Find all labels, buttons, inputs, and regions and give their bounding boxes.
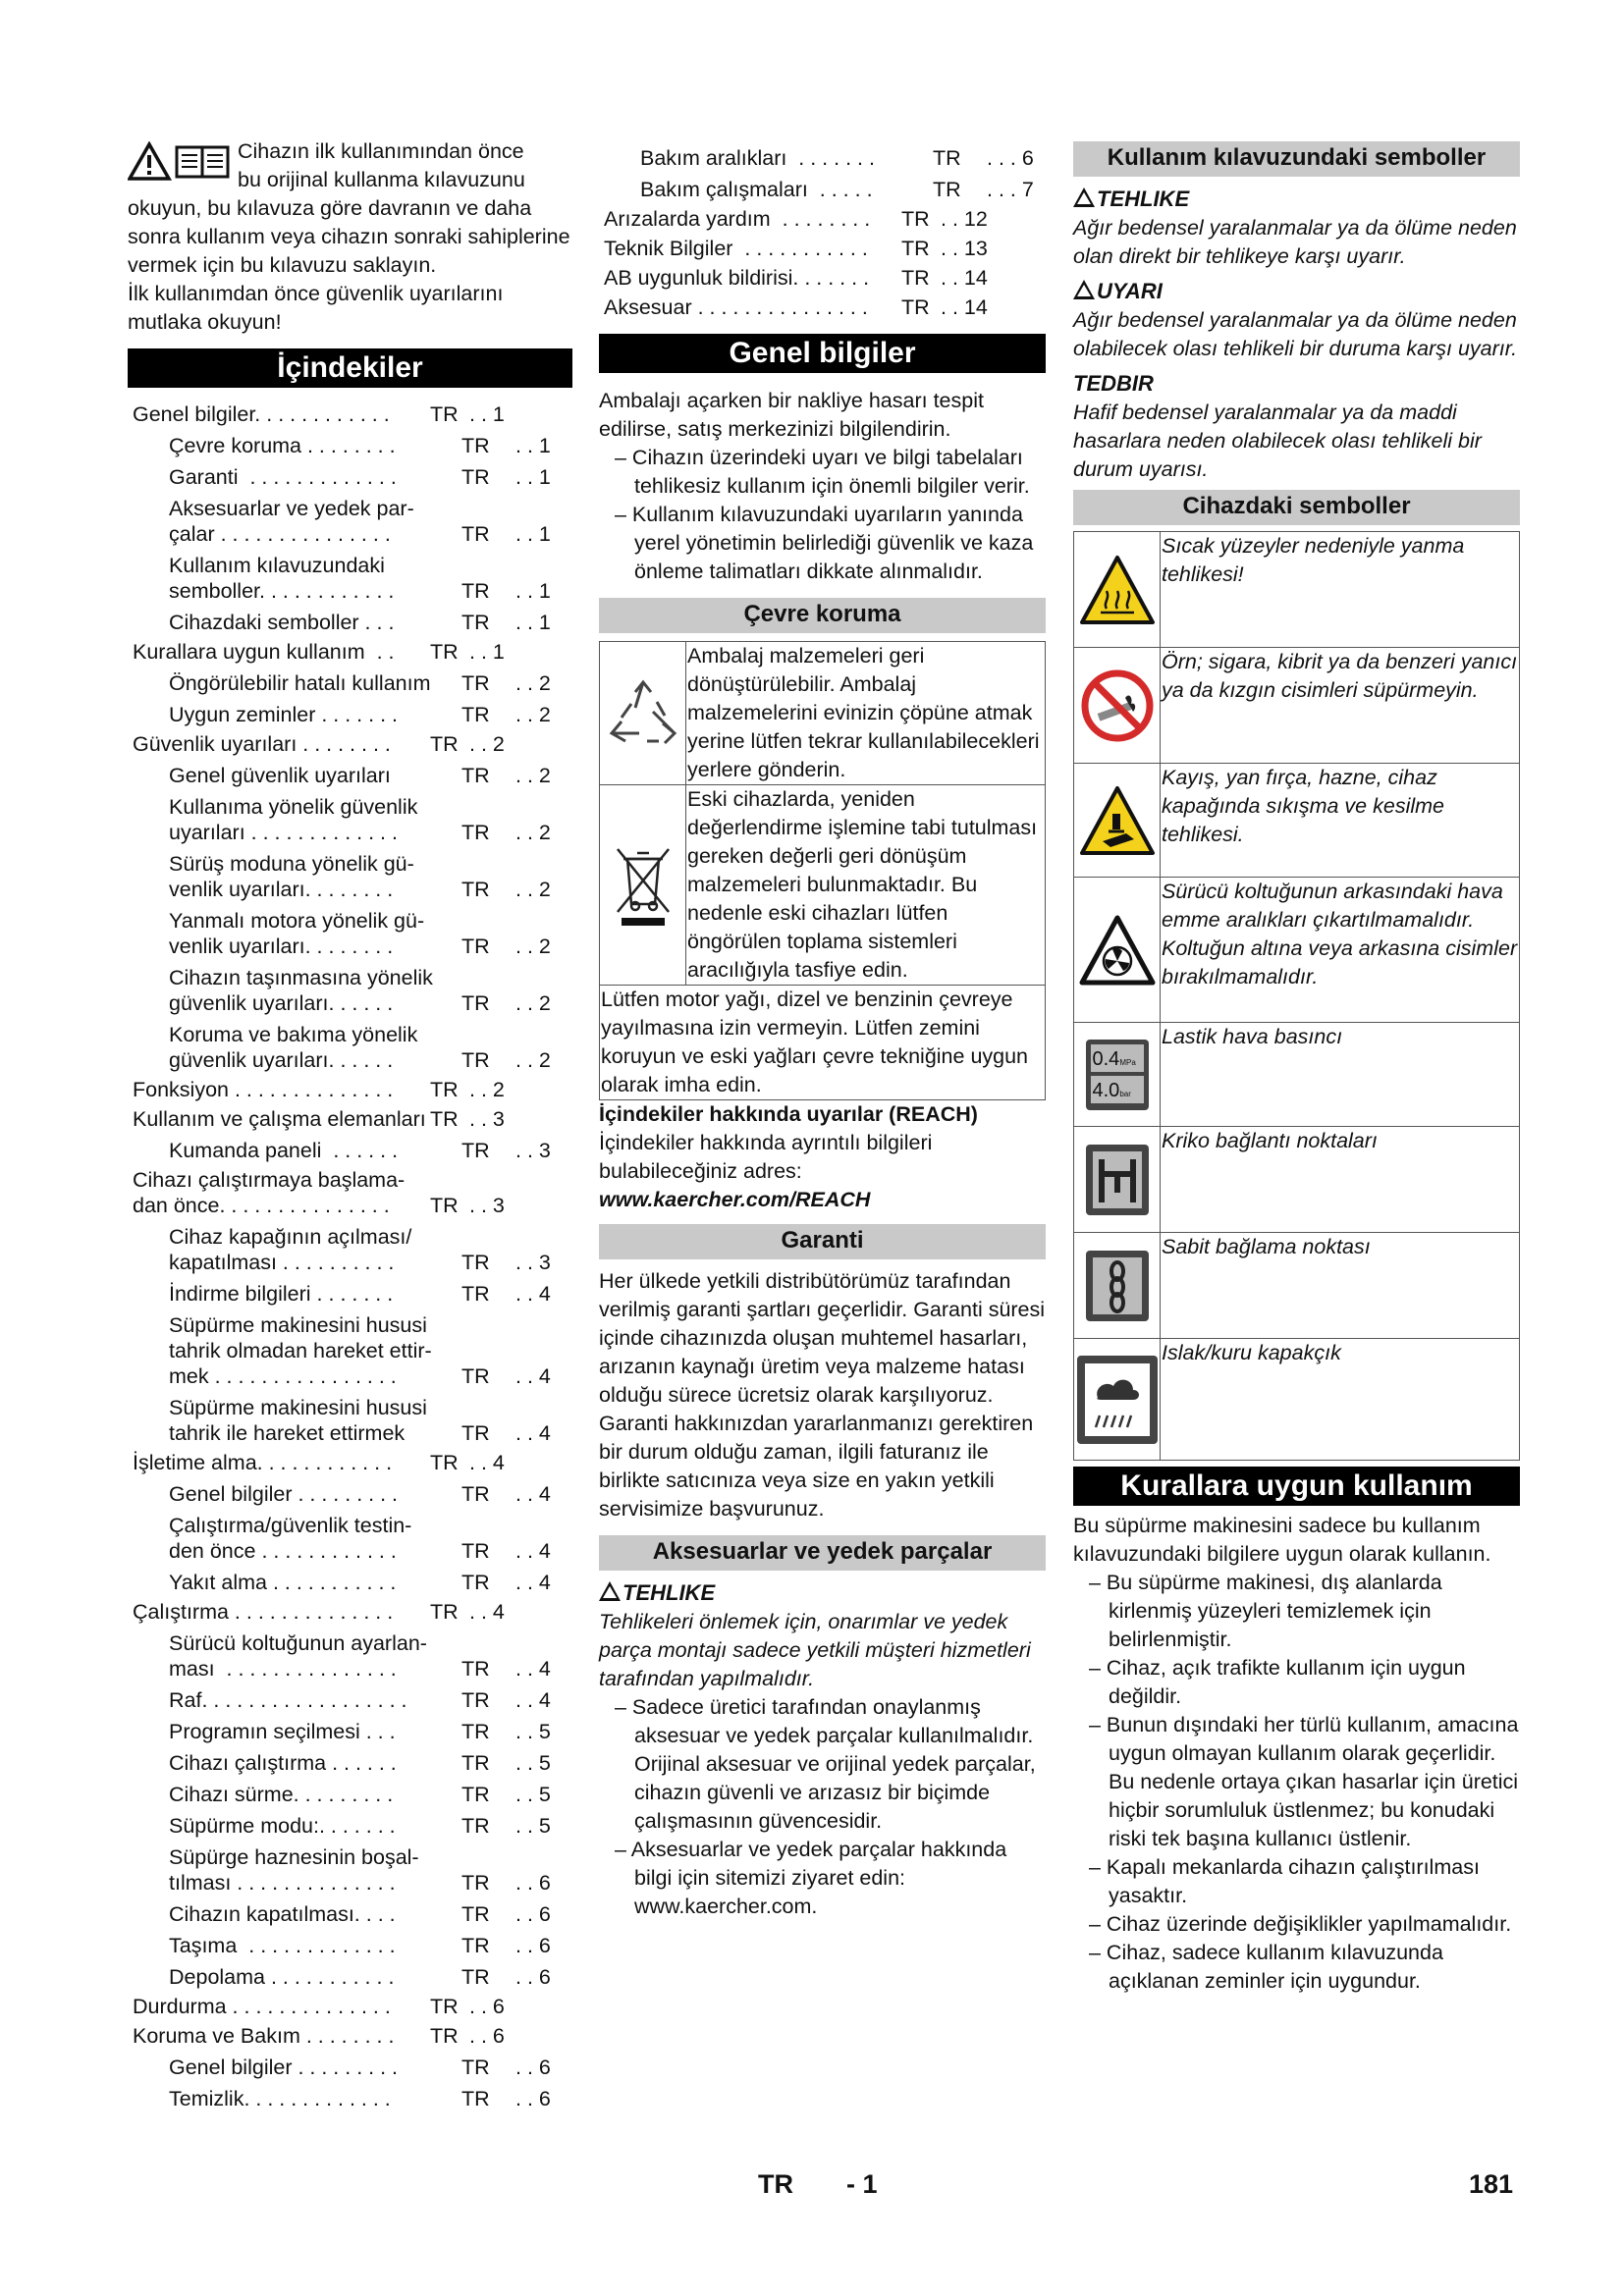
toc-entry-label: Çalıştırma/güvenlik testin- den önce . . . . . . . . . . . . xyxy=(169,1514,412,1563)
toc-entry-page: . . 1 xyxy=(515,611,551,634)
toc-entry-lang: TR xyxy=(461,2087,490,2110)
toc-entry-label: Cihazdaki semboller . . . xyxy=(169,611,395,634)
semboller-title: Kullanım kılavuzundaki semboller xyxy=(1073,141,1520,177)
toc-entry[interactable] xyxy=(128,1599,572,1625)
toc-entry[interactable] xyxy=(128,763,572,788)
genel-p1: Ambalajı açarken bir nakliye hasarı tespit edilirse, satış merkezinizi bilgilendirin. xyxy=(599,389,984,441)
toc-entry-lang: TR xyxy=(461,579,490,603)
toc-entry-lang: TR xyxy=(461,878,490,901)
toc-entry[interactable] xyxy=(128,1281,572,1307)
sym-row-crush xyxy=(1074,764,1520,878)
toc-entry[interactable] xyxy=(128,1167,572,1218)
toc-entry-lang: TR xyxy=(430,640,459,664)
toc-entry-page: . . 2 xyxy=(515,878,551,901)
toc-entry-lang: TR xyxy=(461,1902,490,1926)
toc-entry-lang: TR xyxy=(933,178,961,201)
toc-entry-label: Kumanda paneli . . . . . . xyxy=(169,1139,399,1162)
tire-value-bar: 4.0 xyxy=(1092,1079,1120,1101)
toc-entry[interactable] xyxy=(128,1687,572,1713)
toc-entry-page: . . 4 xyxy=(515,1688,551,1712)
toc-entry-lang: TR xyxy=(461,671,490,695)
toc-entry-label: Aksesuarlar ve yedek par- çalar . . . . . . . . . . . . . . . xyxy=(169,497,414,546)
toc-entry-lang: TR xyxy=(901,266,930,290)
aksesuar-warning xyxy=(599,1578,1046,1608)
cihazdaki-table xyxy=(1073,531,1520,1461)
toc-entry-lang: TR xyxy=(430,1600,459,1624)
toc-entry-page: . . . 6 xyxy=(987,146,1034,170)
sembol-tehlike xyxy=(1073,185,1520,214)
footer-sub: - 1 xyxy=(846,2169,878,2199)
cevre-row-oil xyxy=(600,986,1046,1100)
intro-block xyxy=(128,137,572,337)
reach-url[interactable]: www.kaercher.com/REACH xyxy=(599,1188,871,1211)
toc-entry-label: Öngörülebilir hatalı kullanım xyxy=(169,671,431,695)
aksesuar-d2: – Aksesuarlar ve yedek parçalar hakkında bilgi için sitemizi ziyaret edin: www.kaercher.com. xyxy=(615,1838,1007,1918)
kurallar-d3: – Bunun dışındaki her türlü kullanım, amacına uygun olmayan kullanım olarak geçerlidir. Bu nedenle ortaya çıkan hasarlar için üretici hiçbir sorumluluk üstlenmez; bu konudaki riski tek başına kullanıcı üstlenir. xyxy=(1089,1713,1519,1850)
toc-entry-page: . . 1 xyxy=(469,640,505,664)
cevre-row3-text: Lütfen motor yağı, dizel ve benzinin çevreye yayılmasına izin vermeyin. Lütfen zemini koruyun ve eski yağları çevre tekniğine uygun olarak imha edin. xyxy=(600,986,1046,1100)
warning-triangle-icon xyxy=(1073,187,1095,207)
toc-entry-lang: TR xyxy=(430,1995,459,2018)
toc-entry-page: . . 14 xyxy=(941,266,988,290)
toc-entry-label: Taşıma . . . . . . . . . . . . . xyxy=(169,1934,396,1957)
toc-entry-label: Süpürme makinesini hususi tahrik olmadan hareket ettir- mek . . . . . . . . . . . . . . . . xyxy=(169,1313,432,1388)
toc-entry[interactable] xyxy=(599,294,1046,320)
cevre-row1-text: Ambalaj malzemeleri geri dönüştürülebilir. Ambalaj malzemelerini evinizin çöpüne atmak yerine lütfen tekrar kullanılabilecekleri yerlere gönderin. xyxy=(686,642,1046,785)
genel-d2: – Kullanım kılavuzundaki uyarıların yanında yerel yönetimin belirlediği güvenlik ve kaza önleme talimatları dikkate alınmalıdır. xyxy=(615,503,1034,583)
toc-entry-label: Cihazın taşınmasına yönelik güvenlik uyarıları. . . . . . xyxy=(169,966,433,1015)
toc-entry-label: Programın seçilmesi . . . xyxy=(169,1720,396,1743)
reach-title: İçindekiler hakkında uyarılar (REACH) xyxy=(599,1102,978,1126)
toc-entry-label: İndirme bilgileri . . . . . . . xyxy=(169,1282,394,1306)
no-flammable-icon xyxy=(1080,668,1155,743)
aksesuar-warn-label: TEHLIKE xyxy=(623,1580,716,1605)
toc-entry-lang: TR xyxy=(461,821,490,844)
toc-entry[interactable] xyxy=(128,1481,572,1507)
toc-entry-page: . . 5 xyxy=(515,1814,551,1838)
tire-value-mpa: 0.4 xyxy=(1092,1047,1120,1070)
kurallar-d6: – Cihaz, sadece kullanım kılavuzunda açıklanan zeminler için uygundur. xyxy=(1089,1941,1443,1993)
toc-entry-lang: TR xyxy=(430,2024,459,2048)
toc-entry[interactable] xyxy=(128,1782,572,1807)
kurallar-p1: Bu süpürme makinesini sadece bu kullanım kılavuzundaki bilgilere uygun olarak kullanın. xyxy=(1073,1514,1491,1566)
toc-entry-label: Çalıştırma . . . . . . . . . . . . . . xyxy=(133,1600,394,1624)
toc-entry-page: . . 12 xyxy=(941,207,988,231)
toc-entry[interactable] xyxy=(128,2086,572,2111)
toc-entry-page: . . 4 xyxy=(515,1482,551,1506)
aksesuar-warn-text: Tehlikeleri önlemek için, onarımlar ve yedek parça montajı sadece yetkili müşteri hizmetleri tarafından yapılmalıdır. xyxy=(599,1610,1031,1690)
toc-entry-lang: TR xyxy=(430,732,459,756)
toc-entry-page: . . 6 xyxy=(515,2056,551,2079)
toc-entry[interactable] xyxy=(128,1750,572,1776)
toc-entry-lang: TR xyxy=(461,934,490,958)
jack-point-icon xyxy=(1085,1144,1150,1216)
toc-entry[interactable] xyxy=(128,1813,572,1839)
toc-entry[interactable] xyxy=(128,1312,572,1389)
footer-page-number: 181 xyxy=(1469,2169,1514,2199)
toc-entry[interactable] xyxy=(128,1077,572,1102)
sym-jack-text: Kriko bağlantı noktaları xyxy=(1161,1127,1520,1233)
toc-entry-lang: TR xyxy=(461,1657,490,1681)
toc-entry[interactable] xyxy=(128,1450,572,1475)
toc-entry-lang: TR xyxy=(461,1688,490,1712)
crossed-bin-icon xyxy=(608,841,678,930)
toc-entry-page: . . 6 xyxy=(469,1995,505,2018)
toc-entry-label: Genel bilgiler. . . . . . . . . . . . xyxy=(133,402,396,426)
sym-row-fan xyxy=(1074,878,1520,1023)
toc-entry[interactable] xyxy=(128,639,572,665)
toc-entry[interactable] xyxy=(599,236,1046,261)
toc-entry[interactable] xyxy=(128,610,572,635)
intro-rest2: İlk kullanımdan önce güvenlik uyarılarını mutlaka okuyun! xyxy=(128,282,504,334)
reach-text: İçindekiler hakkında ayrıntılı bilgileri bulabileceğiniz adres: xyxy=(599,1131,933,1183)
toc-entry[interactable] xyxy=(128,702,572,727)
toc-entry-lang: TR xyxy=(461,1934,490,1957)
toc-entry-lang: TR xyxy=(461,1571,490,1594)
toc-entry[interactable] xyxy=(599,145,1046,171)
toc-entry-label: Yakıt alma . . . . . . . . . . . xyxy=(169,1571,397,1594)
kurallar-d2: – Cihaz, açık trafikte kullanım için uygun değildir. xyxy=(1089,1656,1466,1708)
sembol-tedbir-text: Hafif bedensel yaralanmalar ya da maddi hasarlara neden olabilecek olası tehlikeli bir durum uyarısı. xyxy=(1073,400,1482,481)
toc-entry[interactable] xyxy=(599,265,1046,291)
toc-entry-page: . . 4 xyxy=(515,1539,551,1563)
toc-entry-page: . . 2 xyxy=(515,764,551,787)
toc-entry-page: . . 4 xyxy=(515,1657,551,1681)
kurallar-d4: – Kapalı mekanlarda cihazın çalıştırılması yasaktır. xyxy=(1089,1855,1480,1907)
toc-entry-lang: TR xyxy=(461,1720,490,1743)
wet-dry-flap-icon xyxy=(1076,1355,1159,1445)
toc-entry[interactable] xyxy=(599,177,1046,202)
toc-entry-label: Raf. . . . . . . . . . . . . . . . . . xyxy=(169,1688,407,1712)
sembol-tedbir-label: TEDBIR xyxy=(1073,371,1154,396)
toc-entry-label: Genel bilgiler . . . . . . . . . xyxy=(169,1482,399,1506)
toc-entry-page: . . 2 xyxy=(515,991,551,1015)
toc-entry-page: . . 13 xyxy=(941,237,988,260)
toc-entry-label: Süpürge haznesinin boşal- tılması . . . . . . . . . . . . . . xyxy=(169,1845,419,1895)
toc-entry-label: Kullanım kılavuzundaki semboller. . . . . . . . . . . . xyxy=(169,554,395,603)
toc-entry-page: . . 5 xyxy=(515,1720,551,1743)
genel-title: Genel bilgiler xyxy=(599,334,1046,373)
toc-entry-label: Cihazı çalıştırma . . . . . . xyxy=(169,1751,397,1775)
sembol-tehlike-label: TEHLIKE xyxy=(1097,187,1190,211)
toc-entry-label: Kurallara uygun kullanım . . xyxy=(133,640,395,664)
warning-triangle-icon xyxy=(1073,280,1095,299)
crush-hazard-icon xyxy=(1079,784,1156,857)
sembol-uyari xyxy=(1073,277,1520,306)
toc-entry-lang: TR xyxy=(901,237,930,260)
cevre-row-recycle xyxy=(600,642,1046,785)
toc-entry[interactable] xyxy=(128,1224,572,1275)
column-middle xyxy=(599,139,1046,1921)
toc-entry-lang: TR xyxy=(461,991,490,1015)
toc-entry[interactable] xyxy=(128,433,572,458)
aksesuar-d1: – Sadece üretici tarafından onaylanmış aksesuar ve yedek parçalar kullanılmalıdır. Orijinal aksesuar ve orijinal yedek parçalar, cihazın güvenli ve arızasız bir biçimde çalışmasının güvencesidir. xyxy=(615,1695,1036,1833)
toc-entry-lang: TR xyxy=(461,1751,490,1775)
toc-entry[interactable] xyxy=(128,2055,572,2080)
toc-title: İçindekiler xyxy=(128,348,572,388)
sym-wetdry-text: Islak/kuru kapakçık xyxy=(1161,1339,1520,1461)
toc-entry[interactable] xyxy=(128,1630,572,1682)
cevre-title: Çevre koruma xyxy=(599,598,1046,633)
toc-entry-page: . . 3 xyxy=(469,1107,505,1131)
kurallar-d1: – Bu süpürme makinesi, dış alanlarda kirlenmiş yüzeyleri temizlemek için belirlenmiştir. xyxy=(1089,1571,1442,1651)
toc-entry-page: . . 2 xyxy=(515,1048,551,1072)
toc-entry-label: Bakım aralıkları . . . . . . . xyxy=(640,146,875,170)
toc-entry[interactable] xyxy=(128,553,572,604)
toc-entry[interactable] xyxy=(128,1933,572,1958)
toc-entry-label: Koruma ve bakıma yönelik güvenlik uyarıları. . . . . . xyxy=(169,1023,418,1072)
toc-entry-page: . . 1 xyxy=(515,522,551,546)
toc-entry-lang: TR xyxy=(461,1251,490,1274)
toc-entry[interactable] xyxy=(128,731,572,757)
toc-entry[interactable] xyxy=(128,1901,572,1927)
sym-row-jack xyxy=(1074,1127,1520,1233)
toc-entry-page: . . 14 xyxy=(941,295,988,319)
toc-entry-lang: TR xyxy=(461,1282,490,1306)
tire-unit-bar: bar xyxy=(1119,1089,1131,1098)
toc-entry[interactable] xyxy=(128,401,572,427)
warning-manual-icon xyxy=(128,141,234,181)
cevre-row-weee xyxy=(600,785,1046,986)
sym-crush-text: Kayış, yan fırça, hazne, cihaz kapağında sıkışma ve kesilme tehlikesi. xyxy=(1161,764,1520,878)
toc-entry-page: . . 6 xyxy=(515,1871,551,1895)
sym-row-tie xyxy=(1074,1233,1520,1339)
toc-entry-lang: TR xyxy=(461,2056,490,2079)
toc-entry-lang: TR xyxy=(430,1078,459,1101)
toc-entry-page: . . 2 xyxy=(469,1078,505,1101)
toc-entry-page: . . 2 xyxy=(515,671,551,695)
toc-entry-lang: TR xyxy=(430,1194,459,1217)
toc-entry[interactable] xyxy=(128,794,572,845)
toc-entry-page: . . 6 xyxy=(469,2024,505,2048)
sym-row-hot xyxy=(1074,532,1520,648)
toc-entry-page: . . 4 xyxy=(515,1421,551,1445)
genel-d1: – Cihazın üzerindeki uyarı ve bilgi tabelaları tehlikesiz kullanım için önemli bilgiler verir. xyxy=(615,446,1030,498)
toc-entry-label: Çevre koruma . . . . . . . . xyxy=(169,434,396,457)
sembol-uyari-text: Ağır bedensel yaralanmalar ya da ölüme neden olabilecek olası tehlikeli bir duruma karşı uyarır. xyxy=(1073,308,1518,360)
toc-entry[interactable] xyxy=(128,1395,572,1446)
toc-entry-lang: TR xyxy=(901,295,930,319)
toc-entry[interactable] xyxy=(128,1994,572,2019)
toc-entry-label: Fonksiyon . . . . . . . . . . . . . . xyxy=(133,1078,394,1101)
toc-entry-page: . . 4 xyxy=(515,1282,551,1306)
warning-triangle-icon xyxy=(599,1581,621,1601)
toc-entry-page: . . 1 xyxy=(515,434,551,457)
cevre-table xyxy=(599,641,1046,1100)
sym-row-noflame xyxy=(1074,648,1520,764)
toc-entry-label: Uygun zeminler . . . . . . . xyxy=(169,703,398,726)
toc-entry-lang: TR xyxy=(461,1048,490,1072)
cevre-row2-text: Eski cihazlarda, yeniden değerlendirme işlemine tabi tutulması gereken değerli geri dönüşüm malzemeleri bulunmaktadır. Bu nedenle eski cihazları lütfen öngörülen toplama sistemleri aracılığıyla tasfiye edin. xyxy=(686,785,1046,986)
toc-entry-lang: TR xyxy=(461,1965,490,1989)
toc-entry-label: Yanmalı motora yönelik gü- venlik uyarıları. . . . . . . . xyxy=(169,909,425,958)
toc-entry-lang: TR xyxy=(461,611,490,634)
intro-line2: bu orijinal kullanma kılavuzunu xyxy=(238,168,525,191)
toc-entry-page: . . 6 xyxy=(515,1965,551,1989)
toc-entry-lang: TR xyxy=(461,1814,490,1838)
sym-row-tire xyxy=(1074,1023,1520,1127)
toc-entry-page: . . 6 xyxy=(515,1934,551,1957)
toc-entry-lang: TR xyxy=(461,1871,490,1895)
garanti-title: Garanti xyxy=(599,1224,1046,1259)
toc-list-continued xyxy=(599,145,1046,320)
toc-entry-page: . . 3 xyxy=(469,1194,505,1217)
toc-entry[interactable] xyxy=(128,965,572,1016)
intro-icons xyxy=(128,141,234,181)
toc-entry-page: . . 6 xyxy=(515,2087,551,2110)
sym-hot-text: Sıcak yüzeyler nedeniyle yanma tehlikesi! xyxy=(1161,532,1520,648)
sembol-uyari-label: UYARI xyxy=(1097,279,1163,303)
toc-entry[interactable] xyxy=(128,851,572,902)
sym-noflame-text: Örn; sigara, kibrit ya da benzeri yanıcı ya da kızgın cisimleri süpürmeyin. xyxy=(1161,648,1520,764)
column-left xyxy=(128,137,572,2111)
toc-entry[interactable] xyxy=(128,1964,572,1990)
toc-entry-label: Aksesuar . . . . . . . . . . . . . . . xyxy=(604,295,868,319)
toc-entry[interactable] xyxy=(128,1022,572,1073)
toc-entry-page: . . 2 xyxy=(515,934,551,958)
toc-entry-lang: TR xyxy=(461,1482,490,1506)
sembol-tedbir xyxy=(1073,369,1520,399)
toc-entry[interactable] xyxy=(128,1844,572,1896)
fan-hazard-icon xyxy=(1079,914,1156,987)
toc-entry-lang: TR xyxy=(430,1107,459,1131)
toc-entry[interactable] xyxy=(128,1513,572,1564)
toc-entry-label: Koruma ve Bakım . . . . . . . . xyxy=(133,2024,395,2048)
sym-row-wetdry xyxy=(1074,1339,1520,1461)
toc-entry-lang: TR xyxy=(933,146,961,170)
toc-entry-label: Kullanım ve çalışma elemanları xyxy=(133,1107,426,1131)
toc-entry-label: Süpürme makinesini hususi tahrik ile hareket ettirmek xyxy=(169,1396,427,1445)
toc-entry-lang: TR xyxy=(461,764,490,787)
toc-entry-page: . . 4 xyxy=(469,1600,505,1624)
intro-line1: Cihazın ilk kullanımından önce xyxy=(238,139,524,163)
toc-entry-label: Kullanıma yönelik güvenlik uyarıları . . . . . . . . . . . . . xyxy=(169,795,418,844)
sembol-tehlike-text: Ağır bedensel yaralanmalar ya da ölüme neden olan direkt bir tehlikeye karşı uyarır. xyxy=(1073,216,1517,268)
toc-entry-page: . . 2 xyxy=(515,821,551,844)
aksesuar-title: Aksesuarlar ve yedek parçalar xyxy=(599,1535,1046,1571)
kurallar-title: Kurallara uygun kullanım xyxy=(1073,1467,1520,1506)
toc-entry[interactable] xyxy=(128,496,572,547)
toc-entry-page: . . 2 xyxy=(469,732,505,756)
toc-entry-label: Cihazı çalıştırmaya başlama- dan önce. . . . . . . . . . . . . . . xyxy=(133,1168,406,1217)
toc-entry-label: Sürüş moduna yönelik gü- venlik uyarıları. . . . . . . . xyxy=(169,852,414,901)
toc-entry[interactable] xyxy=(128,908,572,959)
tire-pressure-icon xyxy=(1086,1040,1149,1110)
intro-rest: okuyun, bu kılavuza göre davranın ve daha sonra kullanım veya cihazın sonraki sahiplerine vermek için bu kılavuzu saklayın. xyxy=(128,196,570,277)
tire-unit-mpa: MPa xyxy=(1119,1057,1136,1067)
toc-entry-label: Cihazın kapatılması. . . . xyxy=(169,1902,396,1926)
toc-entry-lang: TR xyxy=(461,1539,490,1563)
toc-entry-label: Sürücü koltuğunun ayarlan- ması . . . . . . . . . . . . . . . xyxy=(169,1631,427,1681)
toc-entry-label: Temizlik. . . . . . . . . . . . . xyxy=(169,2087,391,2110)
toc-entry-page: . . 1 xyxy=(515,579,551,603)
toc-entry-page: . . 5 xyxy=(515,1751,551,1775)
toc-entry[interactable] xyxy=(128,464,572,490)
toc-entry-page: . . 1 xyxy=(515,465,551,489)
sym-tire-text: Lastik hava basıncı xyxy=(1161,1023,1520,1127)
sym-fan-text: Sürücü koltuğunun arkasındaki hava emme aralıkları çıkartılmamalıdır. Koltuğun altına veya arkasına cisimler bırakılmamalıdır. xyxy=(1161,878,1520,1023)
toc-entry-page: . . 4 xyxy=(515,1364,551,1388)
footer-lang: TR xyxy=(758,2169,793,2199)
toc-entry-lang: TR xyxy=(461,1364,490,1388)
toc-entry-label: İşletime alma. . . . . . . . . . . . xyxy=(133,1451,393,1474)
toc-entry-label: Teknik Bilgiler . . . . . . . . . . . xyxy=(604,237,868,260)
toc-entry-label: Bakım çalışmaları . . . . . xyxy=(640,178,873,201)
toc-entry-lang: TR xyxy=(461,1421,490,1445)
toc-entry-page: . . 3 xyxy=(515,1139,551,1162)
toc-entry[interactable] xyxy=(599,206,1046,232)
toc-entry-page: . . 6 xyxy=(515,1902,551,1926)
toc-entry-page: . . 4 xyxy=(469,1451,505,1474)
toc-entry-lang: TR xyxy=(901,207,930,231)
toc-entry-page: . . . 7 xyxy=(987,178,1034,201)
toc-entry-label: Genel bilgiler . . . . . . . . . xyxy=(169,2056,399,2079)
toc-entry-page: . . 1 xyxy=(469,402,505,426)
toc-entry-label: Garanti . . . . . . . . . . . . . xyxy=(169,465,397,489)
cihazdaki-title: Cihazdaki semboller xyxy=(1073,490,1520,525)
toc-entry-page: . . 2 xyxy=(515,703,551,726)
toc-entry-label: Süpürme modu:. . . . . . . xyxy=(169,1814,396,1838)
tie-down-icon xyxy=(1085,1250,1150,1322)
toc-entry[interactable] xyxy=(128,1719,572,1744)
toc-entry-lang: TR xyxy=(430,402,459,426)
hot-surface-icon xyxy=(1079,554,1156,626)
toc-entry-label: Durdurma . . . . . . . . . . . . . . xyxy=(133,1995,391,2018)
toc-list xyxy=(128,401,572,2111)
toc-entry-lang: TR xyxy=(461,1139,490,1162)
kurallar-d5: – Cihaz üzerinde değişiklikler yapılmamalıdır. xyxy=(1089,1912,1512,1936)
toc-entry-lang: TR xyxy=(461,1783,490,1806)
toc-entry-label: AB uygunluk bildirisi. . . . . . . xyxy=(604,266,870,290)
toc-entry-lang: TR xyxy=(461,465,490,489)
recycle-icon xyxy=(608,678,678,749)
garanti-text: Her ülkede yetkili distribütörümüz tarafından verilmiş garanti şartları geçerlidir. Garanti süresi içinde cihazınızda oluşan muhtemel hasarları, arızanın kaynağı üretim veya malzeme hatası olduğu sürece ücretsiz olarak karşılıyoruz. Garanti hakkınızdan yararlanmanızı gerektiren bir durum olduğu zaman, ilgili faturanız ile birlikte satıcınıza veya size en yakın yetkili servisimize başvurunuz. xyxy=(599,1269,1046,1521)
column-right xyxy=(1073,141,1520,1996)
toc-entry-page: . . 4 xyxy=(515,1571,551,1594)
sym-tie-text: Sabit bağlama noktası xyxy=(1161,1233,1520,1339)
toc-entry-page: . . 5 xyxy=(515,1783,551,1806)
toc-entry-label: Arızalarda yardım . . . . . . . . xyxy=(604,207,871,231)
toc-entry[interactable] xyxy=(128,2023,572,2049)
toc-entry-lang: TR xyxy=(430,1451,459,1474)
toc-entry[interactable] xyxy=(128,1106,572,1132)
toc-entry-lang: TR xyxy=(461,522,490,546)
toc-entry-label: Güvenlik uyarıları . . . . . . . . xyxy=(133,732,391,756)
toc-entry-label: Depolama . . . . . . . . . . . xyxy=(169,1965,395,1989)
toc-entry[interactable] xyxy=(128,670,572,696)
toc-entry-lang: TR xyxy=(461,703,490,726)
toc-entry-lang: TR xyxy=(461,434,490,457)
toc-entry-label: Genel güvenlik uyarıları xyxy=(169,764,391,787)
toc-entry[interactable] xyxy=(128,1570,572,1595)
toc-entry[interactable] xyxy=(128,1138,572,1163)
toc-entry-page: . . 3 xyxy=(515,1251,551,1274)
toc-entry-label: Cihazı sürme. . . . . . . . . xyxy=(169,1783,394,1806)
toc-entry-label: Cihaz kapağının açılması/ kapatılması . . . . . . . . . . xyxy=(169,1225,412,1274)
